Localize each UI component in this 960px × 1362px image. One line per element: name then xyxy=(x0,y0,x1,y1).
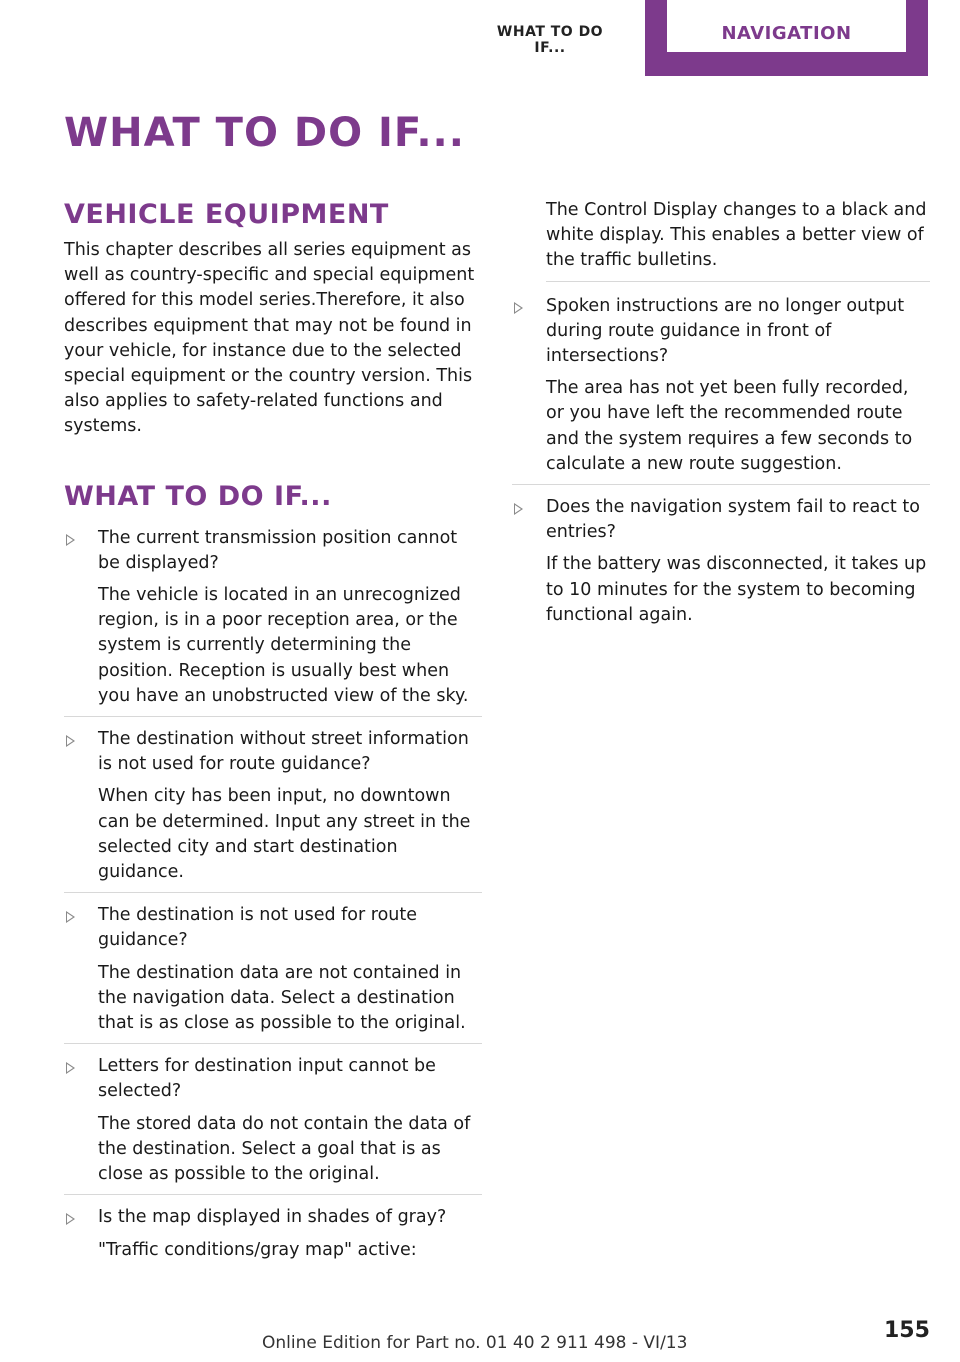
gray-map-continuation: The Control Display changes to a black and white display. This enables a better view of the traffic bulletins. xyxy=(546,198,930,282)
qa-question: Spoken instructions are no longer output during route guidance in front of intersections? xyxy=(546,295,905,367)
qa-answer: The vehicle is located in an unrecognized region, is in a poor reception area, or the system is currently determining the position. Reception is usually best when you have an unobstructed view of the sky. xyxy=(98,585,469,706)
header-section-title: WHAT TO DO IF... xyxy=(496,24,604,56)
qa-answer: When city has been input, no downtown can be determined. Input any street in the selected city and start destination guidance. xyxy=(98,786,471,883)
header-nav-tab-label: NAVIGATION xyxy=(667,0,906,52)
qa-answer: "Traffic conditions/gray map" active: xyxy=(98,1239,417,1260)
page-title: WHAT TO DO IF... xyxy=(64,110,465,156)
qa-answer: If the battery was disconnected, it takes up to 10 minutes for the system to becoming functional again. xyxy=(546,554,927,625)
qa-answer: The destination data are not contained in the navigation data. Select a destination that is as close as possible to the original. xyxy=(98,962,466,1034)
qa-item xyxy=(64,899,482,1044)
qa-question: Does the navigation system fail to react to entries? xyxy=(546,497,920,543)
qa-item xyxy=(64,1201,482,1269)
qa-item xyxy=(64,522,482,717)
qa-question: Is the map displayed in shades of gray? xyxy=(98,1207,447,1228)
qa-answer: The area has not yet been fully recorded, or you have left the recommended route and the system requires a few seconds to calculate a new route suggestion. xyxy=(546,378,913,474)
triangle-bullet-icon xyxy=(66,1062,75,1074)
qa-item xyxy=(64,1050,482,1195)
qa-item xyxy=(512,491,930,635)
triangle-bullet-icon xyxy=(66,534,75,546)
qa-item xyxy=(512,290,930,485)
qa-item xyxy=(64,723,482,893)
triangle-bullet-icon xyxy=(66,1213,75,1225)
qa-question: Letters for destination input cannot be selected? xyxy=(98,1056,436,1102)
left-column xyxy=(64,196,482,1276)
what-to-do-heading: WHAT TO DO IF... xyxy=(64,480,332,512)
footer-edition: Online Edition for Part no. 01 40 2 911 498 - VI/13 xyxy=(262,1333,688,1353)
vehicle-equipment-body: This chapter describes all series equipment as well as country-specific and special equipment offered for this model series.Therefore, it also describes equipment that may not be found in your vehicle, for instance due to the selected special equipment or the country version. This also applies to safety-related functions and systems. xyxy=(64,240,475,437)
triangle-bullet-icon xyxy=(66,735,75,747)
right-column xyxy=(512,198,930,641)
triangle-bullet-icon xyxy=(514,503,523,515)
qa-answer: The stored data do not contain the data of the destination. Select a goal that is as close as possible to the original. xyxy=(98,1113,471,1185)
qa-list-right xyxy=(512,290,930,635)
qa-question: The destination is not used for route guidance? xyxy=(98,905,417,951)
header-nav-tab xyxy=(645,0,928,76)
qa-question: The destination without street information is not used for route guidance? xyxy=(98,729,469,775)
triangle-bullet-icon xyxy=(514,302,523,314)
qa-list-left xyxy=(64,522,482,1270)
qa-question: The current transmission position cannot be displayed? xyxy=(98,527,458,573)
page-number: 155 xyxy=(884,1318,930,1343)
vehicle-equipment-heading: VEHICLE EQUIPMENT xyxy=(64,199,389,230)
triangle-bullet-icon xyxy=(66,911,75,923)
